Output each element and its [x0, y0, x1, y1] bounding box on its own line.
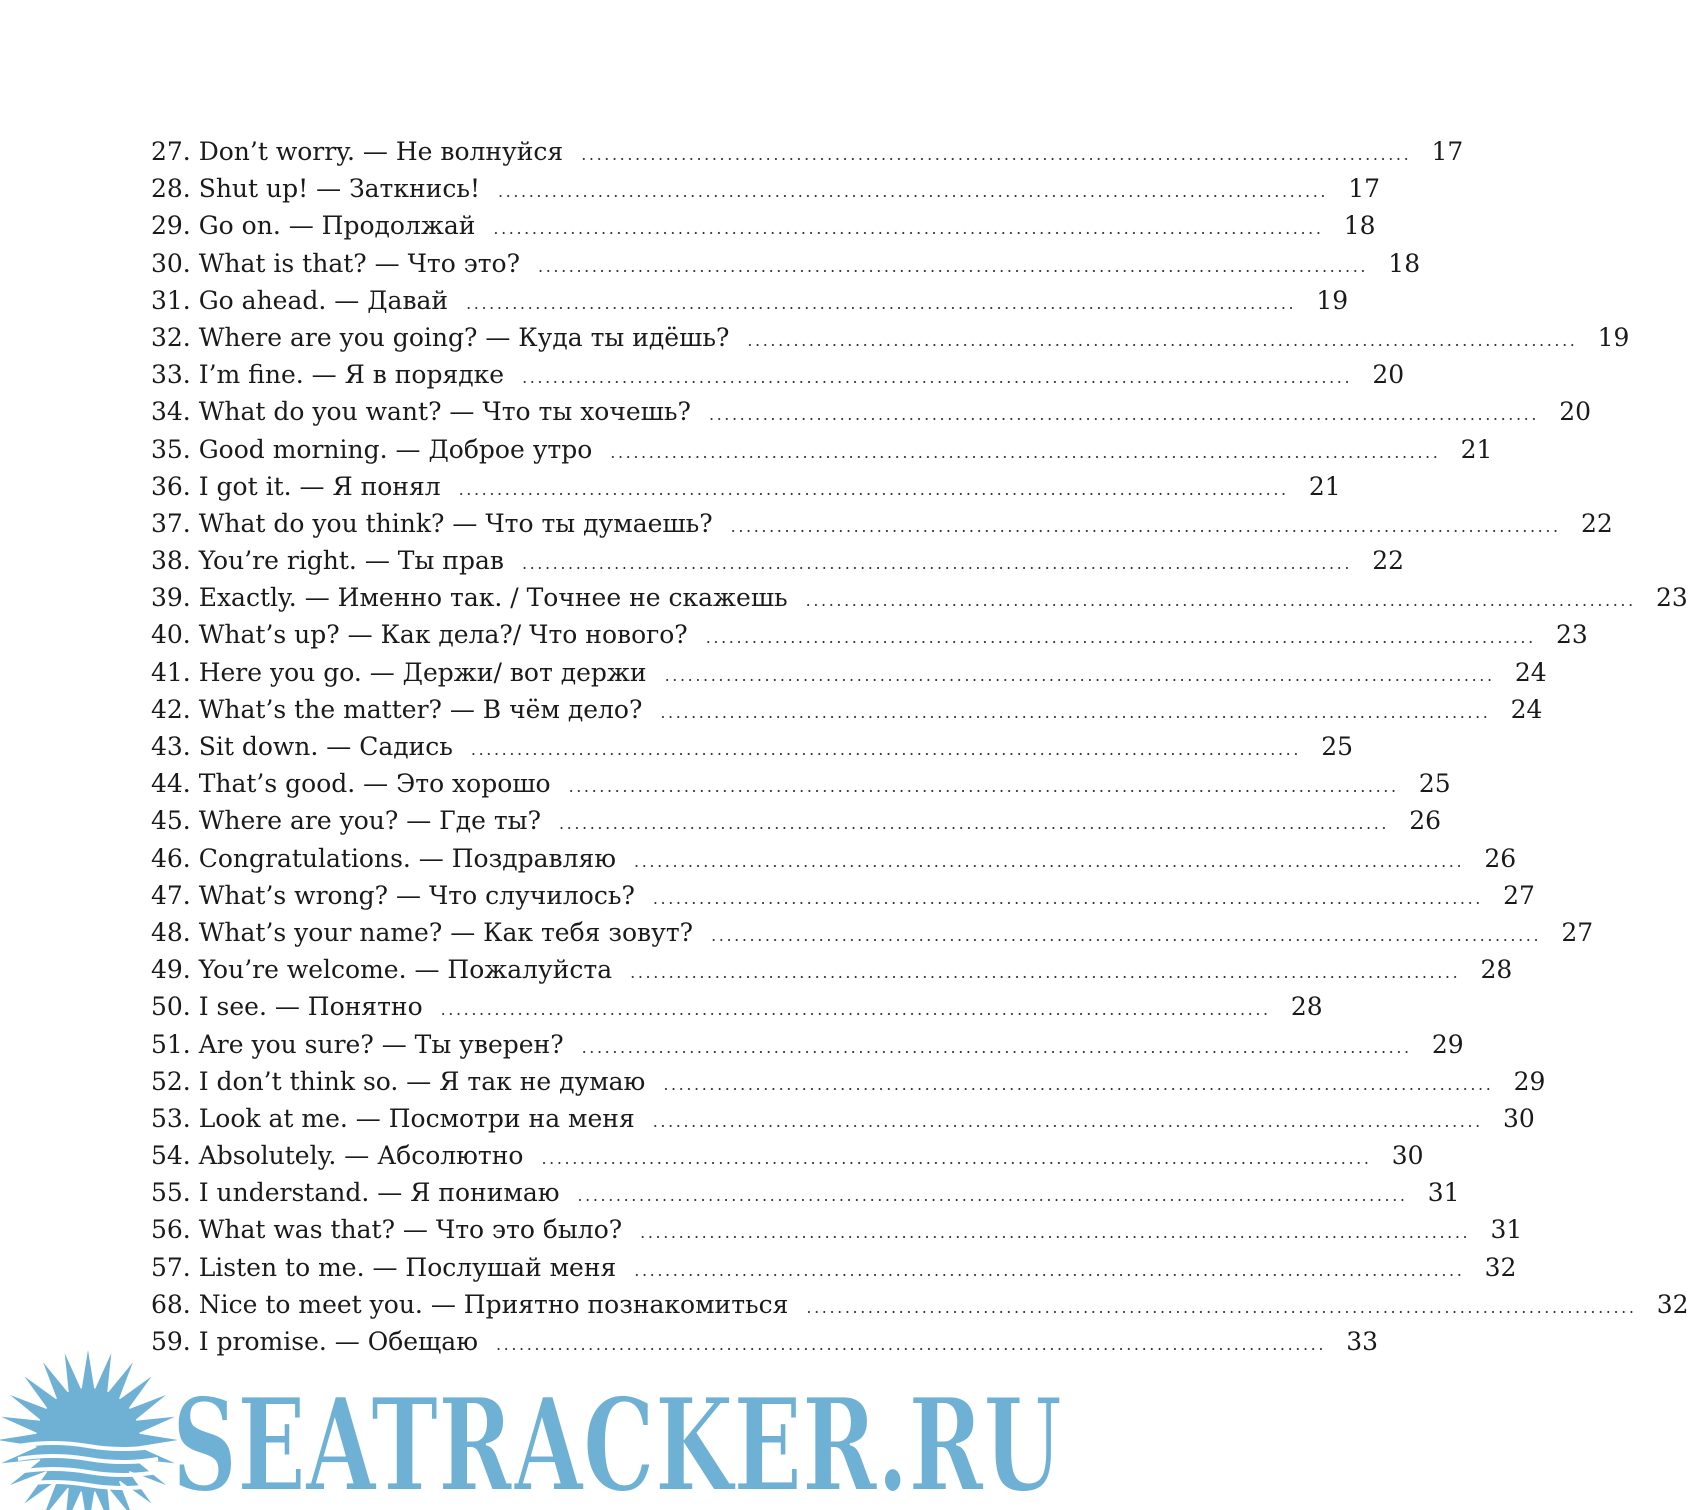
toc-page-number: 28 [1480, 955, 1513, 985]
toc-page-number: 28 [1290, 992, 1323, 1022]
toc-entry [151, 356, 1405, 393]
toc-entry [151, 505, 1613, 542]
toc-entry-title: 30. What is that? — Что это? [151, 248, 521, 278]
toc-entry [151, 840, 1517, 877]
toc-entry [151, 1249, 1517, 1286]
toc-dot-leader: ............................................................................................................ [634, 1260, 1465, 1280]
toc-entry-title: 49. You’re welcome. — Пожалуйста [151, 955, 613, 985]
toc-page-number: 27 [1561, 917, 1594, 947]
toc-dot-leader: ............................................................................................................ [652, 1111, 1483, 1131]
toc-entry [151, 133, 1464, 170]
toc-entry-title: 51. Are you sure? — Ты уверен? [151, 1029, 564, 1059]
toc-page-number: 29 [1513, 1066, 1546, 1096]
toc-page-number: 32 [1484, 1252, 1517, 1282]
toc-entry-title: 44. That’s good. — Это хорошо [151, 769, 551, 799]
toc-dot-leader: ............................................................................................................ [577, 1186, 1408, 1206]
toc-dot-leader: ............................................................................................................ [498, 182, 1329, 202]
toc-entry-title: 48. What’s your name? — Как тебя зовут? [151, 917, 694, 947]
toc-entry-title: 50. I see. — Понятно [151, 992, 423, 1022]
toc-dot-leader: ............................................................................................................ [664, 665, 1495, 685]
toc-entry-title: 56. What was that? — Что это было? [151, 1215, 623, 1245]
toc-dot-leader: ............................................................................................................ [705, 628, 1536, 648]
toc-entry [151, 1137, 1424, 1174]
toc-entry-title: 38. You’re right. — Ты прав [151, 546, 504, 576]
toc-page-number: 23 [1655, 583, 1688, 613]
toc-entry [151, 1063, 1546, 1100]
toc-dot-leader: ............................................................................................................ [495, 1335, 1327, 1354]
toc-page-number: 30 [1391, 1141, 1424, 1171]
toc-entry [151, 282, 1349, 319]
toc-entry [151, 468, 1341, 505]
toc-page-number: 27 [1503, 880, 1535, 910]
watermark [0, 1350, 1080, 1510]
toc-page-number: 25 [1321, 732, 1354, 761]
toc-entry [151, 1286, 1689, 1323]
toc-entry-title: 59. I promise. — Обещаю [151, 1327, 478, 1356]
toc-entry-title: 41. Here you go. — Держи/ вот держи [151, 657, 647, 687]
toc-entry-title: 32. Where are you going? — Куда ты идёшь? [151, 322, 730, 352]
toc-dot-leader: ............................................................................................................ [630, 963, 1461, 983]
toc-entry [151, 616, 1588, 653]
toc-dot-leader: ............................................................................................................ [493, 219, 1324, 239]
toc-dot-leader: ............................................................................................................ [522, 368, 1353, 388]
toc-dot-leader: ............................................................................................................ [541, 1149, 1372, 1169]
toc-entry-title: 55. I understand. — Я понимаю [151, 1178, 560, 1208]
toc-entry [151, 877, 1535, 914]
toc-entry-title: 52. I don’t think so. — Я так не думаю [151, 1066, 646, 1096]
toc-page-number: 19 [1597, 322, 1630, 352]
toc-page-number: 21 [1308, 471, 1341, 501]
toc-entry [151, 1174, 1460, 1211]
toc-dot-leader: ............................................................................................................ [747, 330, 1578, 350]
toc-entry [151, 207, 1376, 244]
toc-dot-leader: ............................................................................................................ [470, 740, 1302, 759]
toc-dot-leader: ............................................................................................................ [634, 851, 1465, 871]
toc-dot-leader: ............................................................................................................ [568, 777, 1399, 797]
toc-dot-leader: ............................................................................................................ [558, 814, 1390, 834]
toc-dot-leader: ............................................................................................................ [610, 442, 1441, 462]
toc-page-number: 25 [1418, 769, 1451, 799]
toc-page-number: 29 [1431, 1029, 1464, 1059]
toc-dot-leader: ............................................................................................................ [440, 1000, 1271, 1020]
toc-entry [151, 170, 1381, 207]
toc-entry-title: 42. What’s the matter? — В чём дело? [151, 694, 643, 724]
toc-entry [151, 728, 1354, 765]
toc-entry-title: 27. Don’t worry. — Не волнуйся [151, 137, 564, 166]
toc-entry [151, 988, 1323, 1025]
toc-entry-title: 35. Good morning. — Доброе утро [151, 434, 593, 464]
toc-entry-title: 54. Absolutely. — Абсолютно [151, 1141, 524, 1171]
toc-entry [151, 245, 1421, 282]
toc-entry-title: 28. Shut up! — Заткнись! [151, 174, 480, 204]
toc-page-number: 18 [1388, 248, 1421, 278]
toc-page-number: 24 [1514, 657, 1547, 687]
toc-page-number: 31 [1427, 1178, 1460, 1208]
toc-page-number: 26 [1484, 843, 1517, 873]
toc-dot-leader: ............................................................................................................ [640, 1223, 1471, 1243]
toc-entry [151, 1026, 1464, 1063]
toc-dot-leader: ............................................................................................................ [806, 1297, 1637, 1317]
toc-entry [151, 579, 1688, 616]
toc-entry [151, 319, 1630, 356]
toc-entry [151, 1100, 1535, 1137]
toc-entry-title: 29. Go on. — Продолжай [151, 211, 476, 241]
toc-dot-leader: ............................................................................................................ [538, 256, 1369, 276]
toc-entry-title: 37. What do you think? — Что ты думаешь? [151, 508, 713, 538]
toc-entry [151, 802, 1442, 839]
toc-entry [151, 1211, 1523, 1248]
watermark-text: SEATRACKER.RU [172, 1371, 1062, 1510]
toc-page-number: 26 [1409, 806, 1442, 836]
toc-entry [151, 654, 1547, 691]
toc-page-number: 30 [1503, 1103, 1535, 1133]
toc-page-number: 21 [1460, 434, 1493, 464]
toc-page-number: 32 [1656, 1289, 1689, 1319]
toc-dot-leader: ............................................................................................................ [708, 405, 1540, 425]
toc-dot-leader: ............................................................................................................ [663, 1074, 1494, 1094]
toc-entry-title: 36. I got it. — Я понял [151, 471, 441, 501]
toc-page-number: 22 [1580, 508, 1613, 538]
toc-dot-leader: ............................................................................................................ [805, 591, 1636, 611]
toc-dot-leader: ............................................................................................................ [466, 293, 1297, 313]
toc-entry [151, 393, 1592, 430]
toc-entry [151, 431, 1493, 468]
toc-entry-title: 33. I’m fine. — Я в порядке [151, 360, 505, 390]
toc-page-number: 33 [1346, 1327, 1379, 1356]
toc-page-number: 20 [1559, 397, 1592, 427]
toc-page-number: 22 [1372, 546, 1405, 576]
toc-page-number: 19 [1316, 285, 1349, 315]
toc-page-number: 18 [1343, 211, 1376, 241]
toc-page-number: 31 [1490, 1215, 1523, 1245]
toc-dot-leader: ............................................................................................................ [458, 479, 1289, 499]
toc-entry-title: 68. Nice to meet you. — Приятно познакомиться [151, 1289, 789, 1319]
toc-entry-title: 34. What do you want? — Что ты хочешь? [151, 397, 691, 427]
toc-entry [151, 951, 1513, 988]
toc-entry-title: 53. Look at me. — Посмотри на меня [151, 1103, 635, 1133]
toc-dot-leader: ............................................................................................................ [711, 925, 1542, 945]
toc-entry-title: 39. Exactly. — Именно так. / Точнее не скажешь [151, 583, 788, 613]
toc-page-number: 23 [1555, 620, 1588, 650]
sun-over-sea-icon [0, 1350, 178, 1510]
toc-dot-leader: ............................................................................................................ [730, 516, 1561, 536]
toc-entry-title: 57. Listen to me. — Послушай меня [151, 1252, 617, 1282]
toc-entry-title: 31. Go ahead. — Давай [151, 285, 449, 315]
toc-entry [151, 765, 1451, 802]
table-of-contents [151, 133, 1689, 1360]
toc-page-number: 17 [1348, 174, 1381, 204]
toc-entry-title: 46. Congratulations. — Поздравляю [151, 843, 617, 873]
toc-page-number: 17 [1431, 137, 1464, 166]
toc-dot-leader: ............................................................................................................ [521, 554, 1353, 574]
toc-page-number: 24 [1510, 694, 1543, 724]
toc-entry-title: 47. What’s wrong? — Что случилось? [151, 880, 635, 910]
toc-dot-leader: ............................................................................................................ [581, 1037, 1412, 1057]
toc-entry [151, 691, 1543, 728]
toc-entry [151, 542, 1405, 579]
toc-entry-title: 43. Sit down. — Садись [151, 732, 453, 761]
toc-page-number: 20 [1372, 360, 1405, 390]
toc-dot-leader: ............................................................................................................ [581, 145, 1412, 164]
toc-dot-leader: ............................................................................................................ [652, 888, 1483, 908]
toc-entry-title: 45. Where are you? — Где ты? [151, 806, 541, 836]
toc-entry [151, 914, 1594, 951]
toc-dot-leader: ............................................................................................................ [660, 702, 1491, 722]
toc-entry-title: 40. What’s up? — Как дела?/ Что нового? [151, 620, 688, 650]
